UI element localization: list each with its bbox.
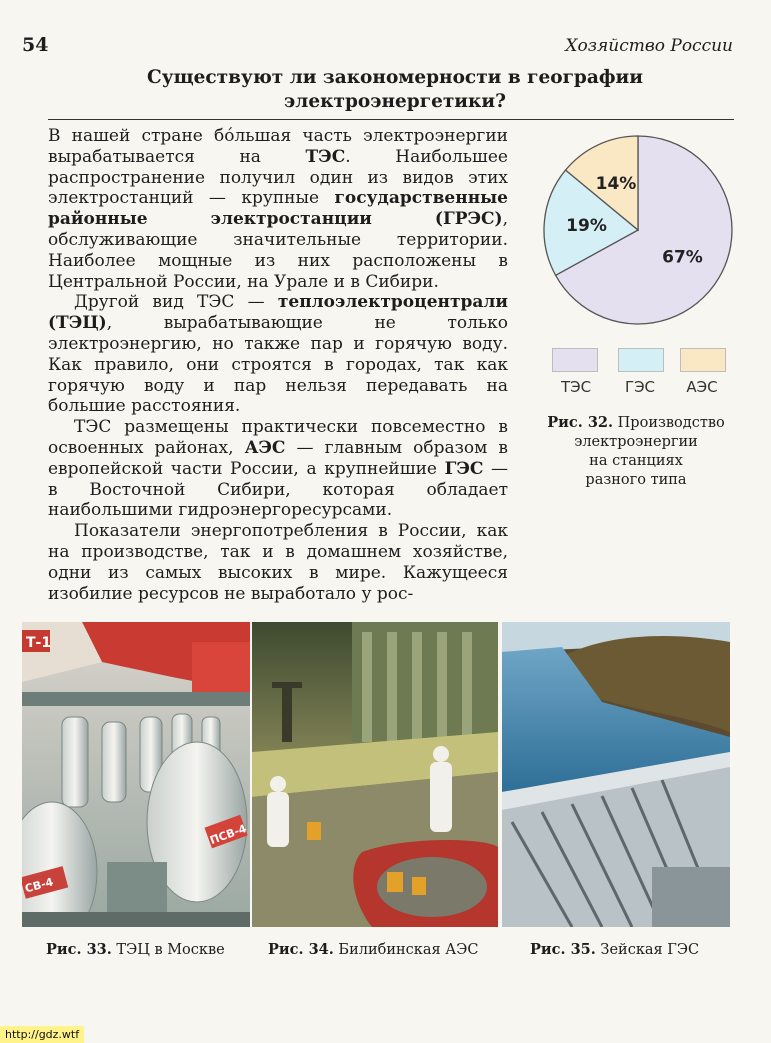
photo-34-caption [268,941,478,958]
text-run: . Наибольшее распространение получил один из видов этих электростанций — крупные [48,146,508,209]
text-run: — главным образом в европейской части России, а крупнейшие [48,437,508,479]
pie-label-2: 14% [595,174,637,195]
paragraph-2 [48,292,508,417]
bold-term: теплоэлектроцентрали (ТЭЦ) [48,292,508,334]
figure-32-line-2: электроэнергии [574,434,698,450]
figure-32-line-3: на станциях [589,453,683,469]
legend-swatch-tes [552,348,598,372]
figure-32-line-1: Производство [617,415,725,431]
page-number: 54 [22,34,49,56]
photo-bilibino-aes [252,622,498,927]
photo-34-text: Билибинская АЭС [338,942,479,958]
pie-chart-svg [540,132,736,328]
paragraph-1 [48,126,508,292]
photo-35-caption [530,941,699,958]
figure-32-caption [528,413,744,490]
text-run: — в Восточной Сибири, которая обладает наибольшими гидроэнергоресурсами. [48,458,508,521]
photo-zeya-ges [502,622,730,927]
text-run: Другой вид ТЭС — [74,292,278,313]
photo-35-number: Рис. 35. [530,941,596,958]
text-run: , обслуживающие значительные территории. Наиболее мощные из них расположены в Центральной России, на Урале и в Сибири. [48,209,508,292]
tec-tank-label: ПСВ-4 [208,821,249,848]
tec-tank2-label: СВ-4 [23,875,55,896]
section-title-line-2: электроэнергетики? [284,91,506,112]
title-rule [48,119,734,120]
legend-swatch-aes [680,348,726,372]
figure-32-line-4: разного типа [585,472,687,488]
legend-label-aes: АЭС [686,378,718,396]
text-run: ТЭС размещены практически повсеместно в освоенных районах, [48,417,508,458]
pie-chart [540,132,736,328]
chart-legend [546,348,736,398]
text-run: Показатели энергопотребления в России, как на производстве, так и в домашнем хозяйстве, одни из самых высоких в мире. Кажущееся изобилие ресурсов не выработало у рос- [48,521,508,604]
bold-term: АЭС [244,437,286,458]
text-run: , вырабатывающие не только электроэнергию, но также пар и горячую воду. Как правило, они строятся в городах, так как горячую воду и пар нельзя передавать на большие расстояния. [48,313,508,417]
tec-sign-text: Т-1 [26,635,52,651]
section-title [130,66,660,114]
legend-label-tes: ТЭС [560,378,592,396]
photo-33-caption [46,941,225,958]
legend-swatch-ges [618,348,664,372]
photo-35-text: Зейская ГЭС [600,942,700,958]
figure-32-number: Рис. 32. [547,414,614,431]
pie-label-1: 19% [566,216,607,237]
bold-term: ТЭС [305,146,346,167]
paragraph-4 [48,521,508,604]
bold-term: ГЭС [444,458,484,479]
photo-tec-moscow [22,622,250,927]
paragraph-3 [48,417,508,521]
body-text [48,126,508,604]
watermark-link[interactable]: http://gdz.wtf [0,1026,84,1043]
legend-label-ges: ГЭС [624,378,656,396]
running-title: Хозяйство России [565,36,733,56]
section-title-line-1: Существуют ли закономерности в географии [147,67,643,88]
pie-label-0: 67% [662,247,703,268]
text-run: В нашей стране бóльшая часть электроэнергии вырабатывается на [48,126,508,167]
photo-33-number: Рис. 33. [46,941,112,958]
bold-term: государственные районные электростанции (ГРЭС) [48,188,508,230]
photo-34-number: Рис. 34. [268,941,334,958]
photo-33-text: ТЭЦ в Москве [116,942,225,958]
